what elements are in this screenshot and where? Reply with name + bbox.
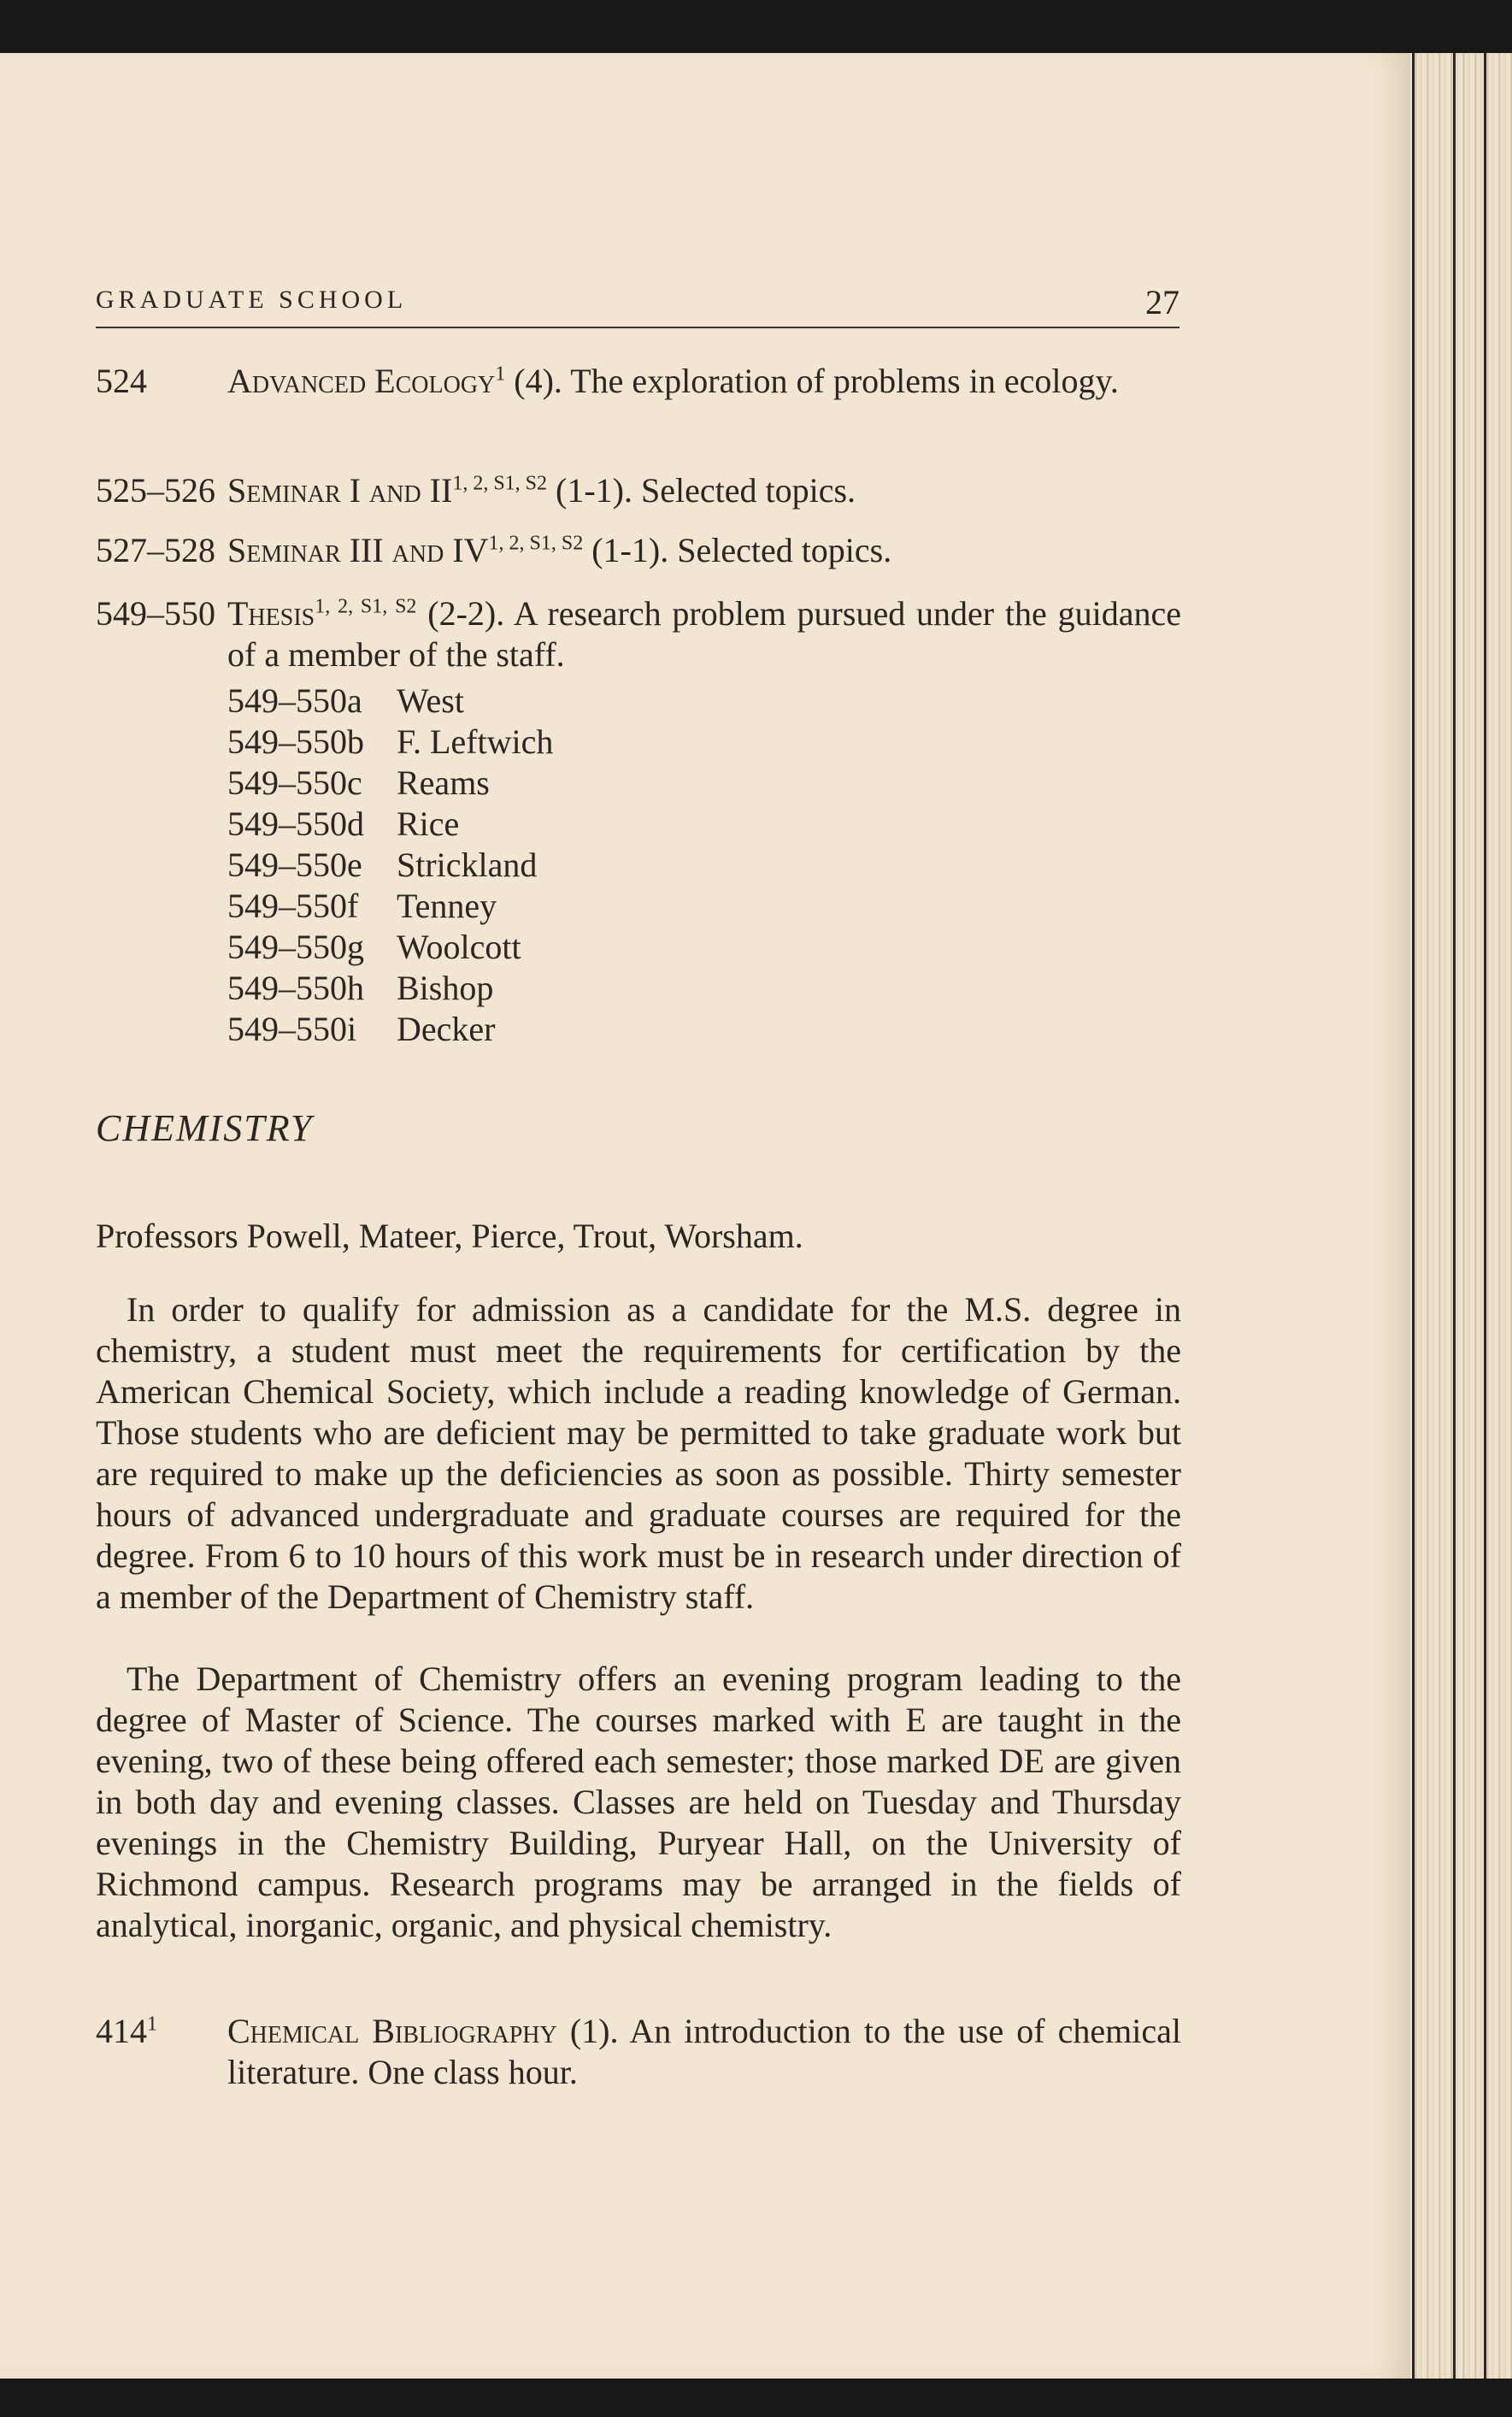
course-footnote: 1 xyxy=(147,2013,157,2036)
list-item xyxy=(227,968,553,1009)
course-description: An introduction to the use of chemical literature. One class hour. xyxy=(227,2012,1182,2091)
faculty-list: Professors Powell, Mateer, Pierce, Trout, Worsham. xyxy=(96,1217,803,1255)
course-title: Thesis xyxy=(227,594,315,633)
list-item xyxy=(227,763,553,804)
section-advisor: Decker xyxy=(397,1010,496,1048)
section-advisor: West xyxy=(397,681,464,720)
course-number: 549–550 xyxy=(96,594,215,633)
course-number: 525–526 xyxy=(96,471,215,510)
section-advisor: Bishop xyxy=(397,969,494,1007)
section-code: 549–550b xyxy=(227,722,364,761)
list-item xyxy=(227,927,553,968)
course-entry xyxy=(96,2011,1181,2093)
course-description: Selected topics. xyxy=(677,531,892,569)
list-item xyxy=(227,845,553,886)
section-code: 549–550d xyxy=(227,805,364,843)
course-number: 527–528 xyxy=(96,531,215,569)
course-title: Seminar I and II xyxy=(227,471,453,510)
section-code: 549–550e xyxy=(227,846,362,884)
section-advisor: Woolcott xyxy=(397,928,521,966)
course-entry xyxy=(96,361,1181,402)
section-code: 549–550f xyxy=(227,887,359,925)
course-credits: (1-1). xyxy=(591,531,669,569)
list-item xyxy=(227,1009,553,1050)
course-credits: (4). xyxy=(514,362,562,400)
section-code: 549–550c xyxy=(227,763,362,802)
course-description: The exploration of problems in ecology. xyxy=(570,362,1119,400)
list-item xyxy=(227,722,553,763)
section-advisor: Strickland xyxy=(397,846,538,884)
course-entry xyxy=(96,593,1181,675)
page-number: 27 xyxy=(1145,283,1180,321)
course-number: 524 xyxy=(96,362,147,400)
course-entry xyxy=(96,470,1181,511)
course-entry xyxy=(96,530,1181,571)
course-title: Seminar III and IV xyxy=(227,531,489,569)
course-credits: (2-2). xyxy=(427,594,505,633)
course-description: Selected topics. xyxy=(640,471,856,510)
page-edge-line xyxy=(1484,53,1486,2379)
section-code: 549–550i xyxy=(227,1010,357,1048)
course-credits: (1). xyxy=(569,2012,619,2050)
section-code: 549–550g xyxy=(227,928,364,966)
thesis-section-list xyxy=(227,681,553,1050)
page-edges xyxy=(1410,53,1512,2379)
page-edge-line xyxy=(1412,53,1415,2379)
running-head: GRADUATE SCHOOL xyxy=(96,286,408,314)
section-code: 549–550h xyxy=(227,969,364,1007)
course-title: Advanced Ecology xyxy=(227,362,496,400)
section-advisor: Reams xyxy=(397,763,490,802)
section-advisor: Rice xyxy=(397,805,460,843)
course-title: Chemical Bibliography xyxy=(227,2012,557,2050)
list-item xyxy=(227,804,553,845)
paragraph: The Department of Chemistry offers an evening program leading to the degree of Master of Science. The courses marked with E are taught in the evening, two of these being offered each semester; those marked DE are given in both day and evening classes. Classes are held on Tuesday and Thursday evenings in the Chemistry Building, Puryear Hall, on the University of Richmond campus. Research programs may be arranged in the fields of analytical, inorganic, organic, and physical chemistry. xyxy=(96,1659,1181,1944)
section-code: 549–550a xyxy=(227,681,362,720)
section-heading: CHEMISTRY xyxy=(96,1107,314,1149)
course-description: A research problem pursued under the guidance of a member of the staff. xyxy=(227,594,1181,674)
page-header xyxy=(96,282,1180,328)
course-footnote: 1, 2, S1, S2 xyxy=(452,472,548,495)
course-footnote: 1 xyxy=(495,363,506,386)
page-edge-line xyxy=(1453,53,1456,2379)
course-credits: (1-1). xyxy=(556,471,632,510)
course-footnote: 1, 2, S1, S2 xyxy=(315,595,417,618)
paragraph: In order to qualify for admission as a candidate for the M.S. degree in chemistry, a student must meet the requirements for certification by the American Chemical Society, which include a reading knowledge of German. Those students who are deficient may be permitted to take graduate work but are required to make up the deficiencies as soon as possible. Thirty semester hours of advanced undergraduate and graduate courses are required for the degree. From 6 to 10 hours of this work must be in research under direction of a member of the Department of Chemistry staff. xyxy=(96,1290,1181,1616)
course-number: 414 xyxy=(96,2012,147,2050)
course-footnote: 1, 2, S1, S2 xyxy=(488,532,584,555)
section-advisor: F. Leftwich xyxy=(397,722,554,761)
list-item xyxy=(227,681,553,722)
section-advisor: Tenney xyxy=(397,887,497,925)
list-item xyxy=(227,886,553,927)
